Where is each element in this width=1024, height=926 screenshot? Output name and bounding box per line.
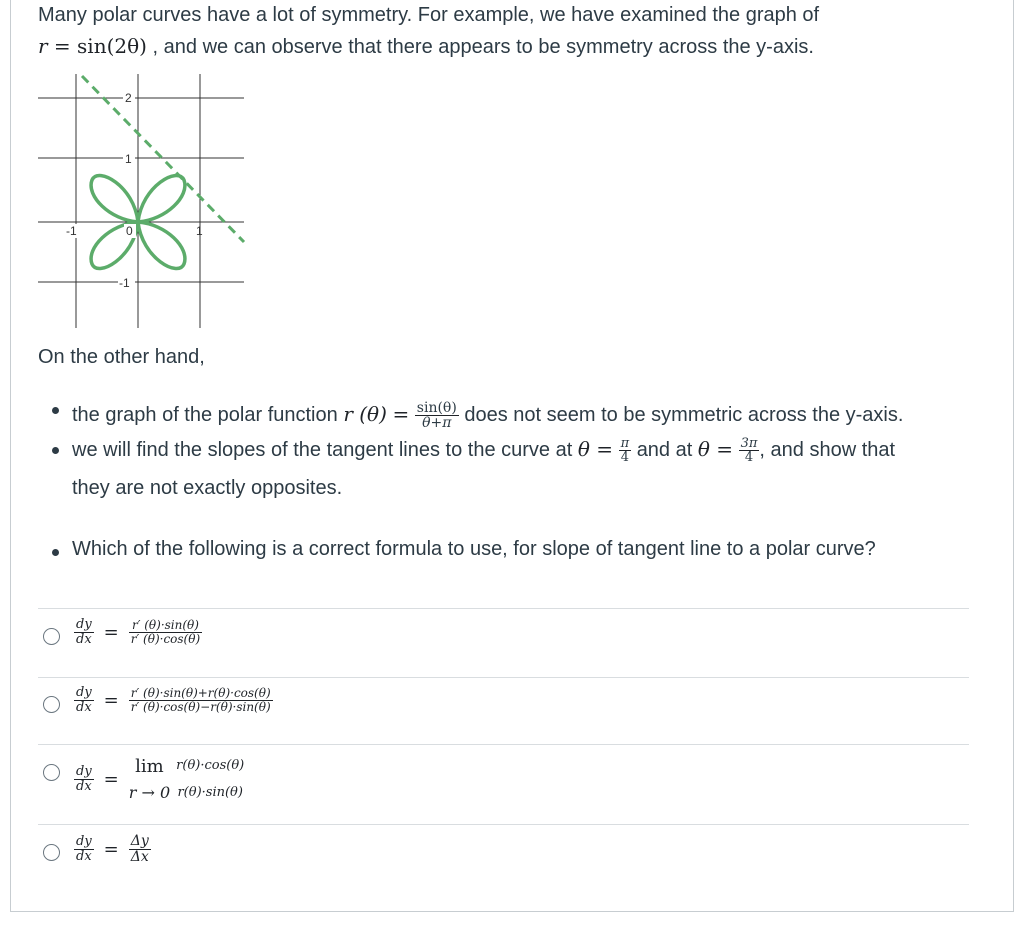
b2-frac1-den: 4 xyxy=(620,450,629,466)
tick-label-origin: 0 xyxy=(126,224,133,238)
answer-option-3[interactable] xyxy=(38,750,969,820)
b1-equals: = xyxy=(392,402,410,426)
rhs-fraction xyxy=(129,687,273,713)
rhs-fraction xyxy=(176,758,244,800)
b2-mid: and at xyxy=(636,439,693,461)
lhs-den: dx xyxy=(76,778,92,794)
tick-label-x-1: 1 xyxy=(196,224,203,238)
other-hand-text: On the other hand, xyxy=(38,346,205,368)
lhs-num: dy xyxy=(76,834,92,850)
rhs-den: Δx xyxy=(130,848,149,865)
b1-num: sin(θ) xyxy=(416,399,457,416)
b2-theta1 xyxy=(578,437,613,461)
equals-sign: = xyxy=(103,768,119,790)
tick-label-y-neg1: -1 xyxy=(119,276,130,290)
tick-label-x-neg1: -1 xyxy=(66,224,77,238)
b2-fraction2 xyxy=(739,437,760,465)
b1-post: does not seem to be symmetric across the y-axis. xyxy=(464,404,904,426)
formula-option-1 xyxy=(74,618,202,646)
intro-line1: Many polar curves have a lot of symmetry. For example, we have examined the graph of xyxy=(38,4,820,26)
rhs-num: r(θ)·cos(θ) xyxy=(176,758,245,773)
b1-pre: the graph of the polar function xyxy=(72,404,338,426)
rhs-num: r′ (θ)·sin(θ)+r(θ)·cos(θ) xyxy=(130,686,271,701)
lim-text: lim xyxy=(135,756,164,777)
b2-frac1-num: π xyxy=(620,435,630,451)
lim-subscript: r → 0 xyxy=(128,783,171,802)
petal-upper-left xyxy=(91,176,138,222)
lhs-fraction xyxy=(74,835,94,863)
lhs-den: dx xyxy=(76,848,92,864)
lhs-num: dy xyxy=(76,617,92,632)
tangent-line xyxy=(82,76,244,242)
rhs-den: r′ (θ)·cos(θ)−r(θ)·sin(θ) xyxy=(130,699,271,714)
intro-text xyxy=(38,0,998,63)
rhs-den: r′ (θ)·cos(θ) xyxy=(130,631,201,646)
rhs-fraction xyxy=(129,834,151,864)
lhs-fraction xyxy=(74,618,94,646)
b1-den: θ+π xyxy=(422,415,452,432)
tick-label-y-1: 1 xyxy=(125,152,132,166)
equals-sign: = xyxy=(103,689,119,711)
divider xyxy=(38,677,969,678)
b2-line2: they are not exactly opposites. xyxy=(72,477,343,499)
formula-option-4 xyxy=(74,834,151,864)
equals-sign: = xyxy=(103,621,119,643)
bullet-slopes xyxy=(38,430,998,506)
intro-line2: , and we can observe that there appears to be symmetry across the y-axis. xyxy=(152,36,814,58)
divider xyxy=(38,744,969,745)
b2-frac2-den: 4 xyxy=(744,450,754,466)
formula-option-3 xyxy=(74,756,244,802)
radio-option-2[interactable] xyxy=(43,696,60,713)
eq-rhs: sin(2θ) xyxy=(77,34,147,58)
equals-sign: = xyxy=(103,838,119,860)
radio-option-4[interactable] xyxy=(43,844,60,861)
b1-fraction xyxy=(415,401,459,431)
tick-label-y-2: 2 xyxy=(125,91,132,105)
question-prompt: Which of the following is a correct formula to use, for slope of tangent line to a polar curve? xyxy=(38,538,1012,561)
rhs-den: r(θ)·sin(θ) xyxy=(177,785,243,800)
radio-option-1[interactable] xyxy=(43,628,60,645)
rhs-num: Δy xyxy=(130,833,149,849)
intro-equation xyxy=(38,34,147,58)
b2-fraction1 xyxy=(619,437,632,465)
rhs-fraction xyxy=(129,619,202,645)
lhs-den: dx xyxy=(76,699,92,715)
polar-graph xyxy=(38,74,248,330)
b2-theta2-text: θ = xyxy=(697,437,734,461)
bullet-list xyxy=(38,390,998,506)
divider xyxy=(38,608,969,609)
lhs-fraction xyxy=(74,765,94,793)
b1-func: r (θ) xyxy=(343,402,387,426)
divider xyxy=(38,824,969,825)
lhs-den: dx xyxy=(76,631,92,647)
answer-option-1[interactable] xyxy=(38,612,969,672)
lhs-num: dy xyxy=(76,685,92,700)
rhs-num: r′ (θ)·sin(θ) xyxy=(129,619,202,633)
bullet-nonsymmetric xyxy=(38,390,998,430)
eq-sign: = xyxy=(53,34,71,58)
eq-lhs: r xyxy=(38,34,48,58)
lhs-fraction xyxy=(74,686,94,714)
b2-frac2-num: 3π xyxy=(740,435,758,451)
limit-block xyxy=(129,756,170,802)
answer-option-2[interactable] xyxy=(38,681,969,741)
lhs-num: dy xyxy=(76,763,92,779)
b2-post: , and show that xyxy=(759,439,896,461)
b2-pre: we will find the slopes of the tangent lines to the curve at xyxy=(72,439,573,461)
petal-lower-right xyxy=(138,222,185,268)
b2-theta1-text: θ = xyxy=(577,437,614,461)
formula-option-2 xyxy=(74,686,273,714)
b2-theta2 xyxy=(698,437,733,461)
b1-function xyxy=(343,402,387,426)
petal-upper-right xyxy=(138,176,185,222)
grid-lines xyxy=(38,74,244,328)
answer-option-4[interactable] xyxy=(38,830,969,890)
radio-option-3[interactable] xyxy=(43,764,60,781)
